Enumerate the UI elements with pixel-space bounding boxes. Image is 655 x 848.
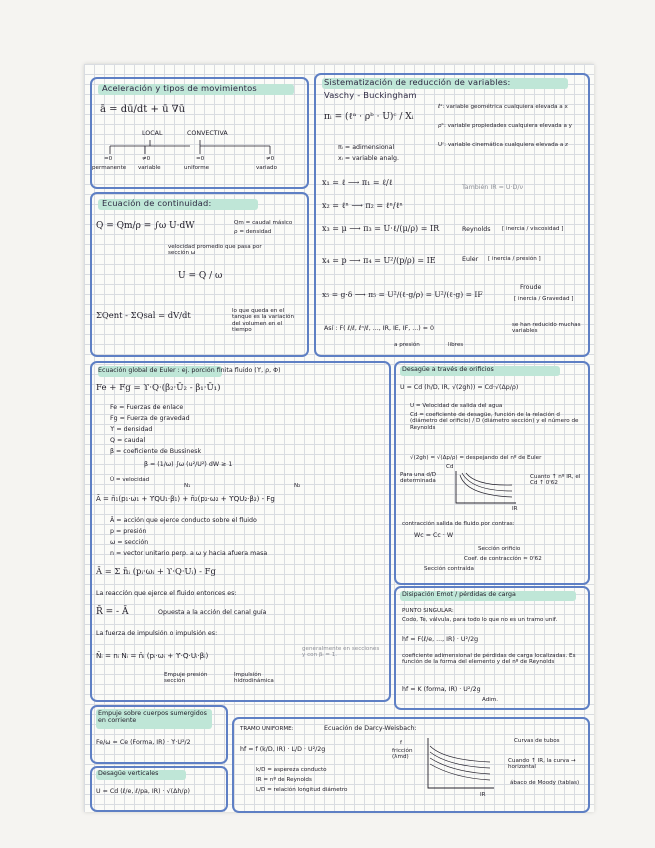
empuje-equation: Fe/ω = Ce (Forma, IR) · ϒ·U²/2 xyxy=(96,739,191,746)
action-equation: Ā = n̄₁(p₁·ω₁ + ϒQU₁·β₁) + n̄₂(p₂·ω₂ + ϒQU₂·β₂) - Fg xyxy=(96,495,275,503)
impulsion-text: La fuerza de impulsión o impulsión es: xyxy=(96,630,218,637)
euler-def-0: Fe = Fuerzas de enlace xyxy=(110,404,184,411)
notes-sheet xyxy=(84,64,594,812)
orifice-sqrt: √(2gh) = √(Δp/ρ) = despejando del nº de Euler xyxy=(410,455,542,461)
reynolds-label: Reynolds xyxy=(462,226,491,233)
moody-note: ábaco de Moody (tablas) xyxy=(510,780,580,786)
orifice-title: Desagüe a través de orificios xyxy=(402,366,494,373)
acceleration-equation: ā = dū/dt + ū ∇ū xyxy=(100,104,186,115)
dissipation-title: Disipación Emot / pérdidas de carga xyxy=(402,591,516,598)
case-0: =0 xyxy=(104,156,113,162)
buckingham-subtitle: Vaschy - Buckingham xyxy=(324,90,417,100)
type-variable: variable xyxy=(138,165,161,171)
velocity-equation: U = Q / ω xyxy=(178,271,223,281)
balance-equation: ΣQent - ΣQsal = dV/dt xyxy=(96,310,191,320)
darcy-def-1: IR = nº de Reynolds xyxy=(256,777,312,783)
acceleration-title: Aceleración y tipos de movimientos xyxy=(102,83,257,93)
type-uniforme: uniforme xyxy=(184,165,210,171)
moody-ir-label: IR xyxy=(480,792,486,798)
friction-label: fricción (λmd) xyxy=(392,748,413,761)
froude-ratio: [ inercia / Gravedad ] xyxy=(514,296,574,302)
l-definition: ℓᵃ: variable geométrica cualquiera elevada a x xyxy=(438,104,568,110)
empuje-title: Empuje sobre cuerpos sumergidos en corriente xyxy=(98,710,207,725)
rho-definition: ρᵇ: variable propiedades cualquiera elevada a y xyxy=(438,123,572,129)
euler-title: Ecuación global de Euler : ej. porción finita fluido (ϒ, ρ, Φ) xyxy=(98,367,281,374)
buckingham-equation: πᵢ = (ℓᵃ · ρᵇ · U)ᶜ / Xᵢ xyxy=(324,112,414,122)
libres-label: libres xyxy=(448,342,464,348)
u-definition: Uᶜ: variable cinemática cualquiera elevada a z xyxy=(438,142,568,148)
uniform-title: Ecuación de Darcy-Weisbach: xyxy=(324,725,417,732)
impulsion-equation: N̄ᵢ = nᵢ Nᵢ = n̄ᵢ (pᵢ·ωᵢ + ϒ·Q·Uᵢ·βᵢ) xyxy=(96,651,209,660)
cuanto-note: Cuanto ↑ nº IR, el Cd ↑ 0'62 xyxy=(530,474,581,487)
x4-equation: x₄ = p ⟶ π₄ = U²/(p/ρ) = IE xyxy=(322,256,436,265)
x5-equation: x₅ = g·δ ⟶ π₅ = U²/(ℓ·g/ρ) = U²/(ℓ·g) = IF xyxy=(322,290,483,299)
curvas-note: Curvas de tubos xyxy=(514,738,560,744)
orifice-equation: U = Cd (h/D, IR, √(2gh)) = Cd·√(Δp/ρ) xyxy=(400,384,519,391)
darcy-def-2: L/D = relación longitud diámetro xyxy=(256,787,348,793)
buckingham-title: Sistematización de reducción de variables: xyxy=(324,77,511,87)
case-2: =0 xyxy=(196,156,205,162)
froude-label: Froude xyxy=(520,284,542,291)
reaction-equation: R̄ = - Ā xyxy=(96,607,129,617)
vertical-drain-title: Desagüe verticales xyxy=(98,770,159,777)
euler-def-4: β = coeficiente de Bussinesk xyxy=(110,448,202,455)
action-def-0: Ā = acción que ejerce conducto sobre el fluido xyxy=(110,517,257,524)
cd-axis-label: Cd xyxy=(446,464,454,470)
reaction-note: Opuesta a la acción del canal guía xyxy=(158,609,267,616)
x3-equation: x₃ = μ ⟶ π₃ = U·ℓ/(μ/ρ) = IR xyxy=(322,224,440,233)
darcy-equation: hf = f (k/D, IR) · L/D · U²/2g xyxy=(240,746,326,753)
x1-equation: x₁ = ℓ ⟶ π₁ = ℓ/ℓ xyxy=(322,178,393,187)
uniform-label: TRAMO UNIFORME: xyxy=(240,726,294,732)
euler-def-1: Fg = Fuerza de gravedad xyxy=(110,415,190,422)
type-permanente: permanente xyxy=(92,165,127,171)
u-velocity: Ū = velocidad xyxy=(110,477,150,483)
reaction-text: La reacción que ejerce el fluido entonces es: xyxy=(96,590,237,597)
contraction-text: contracción salida de fluido por contras: xyxy=(402,521,515,527)
para-una-label: Para una d/D determinada xyxy=(400,472,437,485)
orifice-def-0: U = Velocidad de salida del agua xyxy=(410,403,503,409)
rho-density: ρ = densidad xyxy=(234,229,272,235)
action-sum: Ā = Σ n̄ᵢ (pᵢ·ωᵢ + ϒ·Q·Uᵢ) - Fg xyxy=(96,566,216,576)
balance-note: lo que queda en el tanque es la variación del volumen en el tiempo xyxy=(232,308,294,334)
dissipation-equation-2: hf = K (forma, IR) · U²/2g xyxy=(402,686,481,693)
a-presion-label: a presión xyxy=(394,342,420,348)
type-variado: variado xyxy=(256,165,277,171)
friction-f-label: f xyxy=(400,740,402,746)
local-label: LOCAL xyxy=(142,130,163,137)
impulsion-label: Impulsión hidrodinámica xyxy=(234,672,274,685)
contraction-equation: Wc = Cc · W xyxy=(414,532,454,539)
x2-equation: x₂ = ℓⁿ ⟶ π₂ = ℓⁿ/ℓⁿ xyxy=(322,201,403,210)
continuity-title: Ecuación de continuidad: xyxy=(102,198,212,208)
euler-label: Euler xyxy=(462,256,479,263)
action-def-3: n = vector unitario perp. a ω y hacia afuera masa xyxy=(110,550,268,557)
singular-label: PUNTO SINGULAR: xyxy=(402,608,454,614)
dissipation-equation-1: hf = F(ℓ/e, ..., IR) · U²/2g xyxy=(402,636,479,643)
case-3: ≠0 xyxy=(266,156,275,162)
euler-def-2: ϒ = densidad xyxy=(110,426,153,433)
singular-note: Codo, Te, válvula, para todo lo que no es un tramo unif. xyxy=(402,617,558,623)
tambien-note: También IR = U·D/ν xyxy=(462,184,524,191)
action-def-2: ω = sección xyxy=(110,539,149,546)
empuje-label: Empuje presión sección xyxy=(164,672,208,685)
n2-label: N₂ xyxy=(294,483,301,489)
moody-chart xyxy=(424,736,496,792)
reynolds-ratio: [ inercia / viscosidad ] xyxy=(502,226,564,232)
vertical-drain-equation: U = Cd (ℓ/e, ℓ/pa, IR) · √(Δh/ρ) xyxy=(96,788,190,795)
darcy-def-0: k/D = aspereza conducto xyxy=(256,767,327,773)
cuando-note: Cuando ↑ IR, la curva → horizontal xyxy=(508,758,576,771)
velocity-note: velocidad promedio que pasa por sección ω xyxy=(168,244,262,257)
ir-axis-label: IR xyxy=(512,506,518,512)
adim-label: Adim. xyxy=(482,697,499,703)
euler-equation: Fe + Fg = ϒ·Q·(β₂·Ū₂ - β₁·Ū₁) xyxy=(96,383,221,393)
contracted-section: Sección contraída xyxy=(424,566,474,572)
euler-def-3: Q = caudal xyxy=(110,437,146,444)
euler-ratio: [ inercia / presión ] xyxy=(488,256,541,262)
dissipation-note: coeficiente adimensional de pérdidas de carga localizadas. Es función de la forma del elemento y del nº de Reynolds xyxy=(402,653,576,666)
case-1: ≠0 xyxy=(142,156,151,162)
continuity-equation: Q = Qm/ρ = ∫ω U·dW xyxy=(96,221,195,231)
n1-label: N₁ xyxy=(184,483,191,489)
orifice-section: Sección orificio xyxy=(478,546,521,552)
qm-definition: Qm = caudal másico xyxy=(234,220,293,226)
orifice-def-1: Cd = coeficiente de desagüe, función de la relación d (diámetro del orificio) / D (diámetro sección) y el número de Reynolds xyxy=(410,412,579,431)
impulsion-note: generalmente en secciones y con βᵢ = 1. xyxy=(302,646,380,659)
contraction-coef: Coef. de contracción ≈ 0'62 xyxy=(464,556,542,562)
convectiva-label: CONVECTIVA xyxy=(187,130,228,137)
pi-definition: πᵢ = adimensional xyxy=(338,144,395,151)
beta-equation: β = (1/ω) ∫ω (u²/U²) dW ≥ 1 xyxy=(144,461,233,468)
action-def-1: p = presión xyxy=(110,528,147,535)
cd-chart xyxy=(450,469,520,507)
x-definition: xᵢ = variable analg. xyxy=(338,155,399,162)
asi-equation: Así : F( ℓ/ℓ, ℓⁿ/ℓ, ..., IR, IE, IF, ...) = 0 xyxy=(324,325,435,332)
asi-note: se han reducido muchas variables xyxy=(512,322,581,335)
